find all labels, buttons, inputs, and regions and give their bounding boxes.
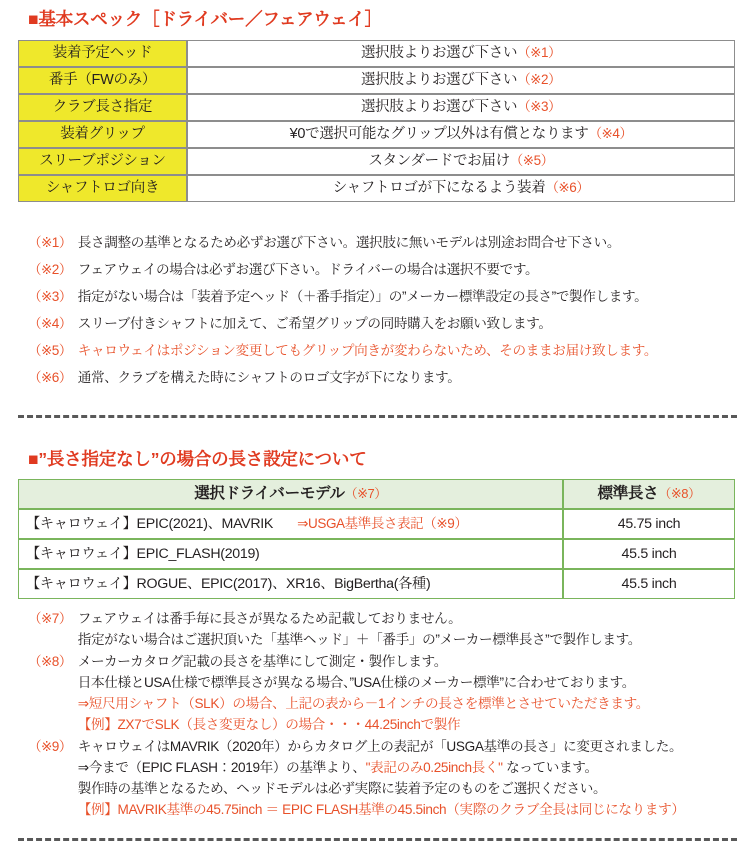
note-item bbox=[28, 736, 685, 820]
model-note: ⇒USGA基準長さ表記（※9） bbox=[297, 515, 468, 531]
note-line bbox=[78, 693, 685, 714]
note-text-run: スリーブ付きシャフトに加えて、ご希望グリップの同時購入をお願い致します。 bbox=[77, 316, 552, 331]
note-item bbox=[28, 342, 657, 360]
length-setting-title: ■”長さ指定なし”の場合の長さ設定について bbox=[28, 449, 367, 469]
spec-value bbox=[187, 121, 735, 148]
note-line bbox=[78, 369, 657, 387]
note-marker: （※7） bbox=[28, 611, 72, 626]
table-row bbox=[18, 121, 735, 148]
table-row bbox=[18, 67, 735, 94]
note-text-run: 指定がない場合はご選択頂いた「基準ヘッド」＋「番手」の”メーカー標準長さ”で製作します。 bbox=[77, 632, 641, 647]
column-header-model-text: 選択ドライバーモデル bbox=[194, 484, 345, 502]
spec-label: 装着予定ヘッド bbox=[18, 40, 187, 67]
spec-label: 装着グリップ bbox=[18, 121, 187, 148]
model-length-table-body bbox=[18, 509, 735, 599]
note-body bbox=[72, 315, 657, 333]
note-line bbox=[78, 608, 685, 629]
note-text-run: メーカーカタログ記載の長さを基準にして測定・製作します。 bbox=[77, 654, 447, 669]
model-cell bbox=[18, 539, 563, 569]
note-text-run: 製作時の基準となるため、ヘッドモデルは必ず実際に装着予定のものをご選択ください。 bbox=[77, 781, 607, 796]
length-cell: 45.75 inch bbox=[563, 509, 735, 539]
spec-value bbox=[187, 175, 735, 202]
note-item bbox=[28, 369, 657, 387]
spec-label: クラブ長さ指定 bbox=[18, 94, 187, 121]
basic-spec-notes bbox=[28, 234, 657, 396]
table-row bbox=[18, 40, 735, 67]
spec-ref: （※6） bbox=[545, 179, 590, 195]
spec-value bbox=[187, 94, 735, 121]
table-row bbox=[18, 94, 735, 121]
note-text-run: 通常、クラブを構えた時にシャフトのロゴ文字が下になります。 bbox=[77, 370, 461, 385]
table-row bbox=[18, 175, 735, 202]
section2-heading bbox=[28, 450, 367, 469]
spec-value-text: ¥0で選択可能なグリップ以外は有償となります bbox=[289, 125, 589, 142]
note-body bbox=[72, 651, 685, 735]
model-name: 【キャロウェイ】EPIC_FLASH(2019) bbox=[26, 545, 260, 562]
note-line bbox=[78, 651, 685, 672]
spec-value-text: 選択肢よりお選び下さい bbox=[360, 98, 518, 115]
model-cell bbox=[18, 569, 563, 599]
spec-ref: （※5） bbox=[509, 152, 554, 168]
spec-value-text: シャフトロゴが下になるよう装着 bbox=[332, 179, 546, 196]
note-marker: （※2） bbox=[28, 262, 72, 277]
note-item bbox=[28, 651, 685, 735]
model-name: 【キャロウェイ】EPIC(2021)、MAVRIK bbox=[26, 515, 274, 532]
note-text-run: 【例】ZX7でSLK（長さ変更なし）の場合・・・44.25inchで製作 bbox=[77, 717, 461, 732]
note-line bbox=[78, 757, 685, 778]
spec-ref: （※1） bbox=[517, 44, 562, 60]
note-item bbox=[28, 234, 657, 252]
note-item bbox=[28, 315, 657, 333]
length-cell: 45.5 inch bbox=[563, 539, 735, 569]
spec-value-text: 選択肢よりお選び下さい bbox=[360, 44, 518, 61]
column-header-length bbox=[563, 479, 735, 509]
note-text-run: キャロウェイはポジション変更してもグリップ向きが変わらないため、そのままお届け致します。 bbox=[77, 343, 658, 358]
table-row bbox=[18, 148, 735, 175]
note-line bbox=[78, 629, 685, 650]
note-marker: （※1） bbox=[28, 235, 72, 250]
note-body bbox=[72, 369, 657, 387]
note-body bbox=[72, 736, 685, 820]
note-line bbox=[78, 315, 657, 333]
note-text-run: なっています。 bbox=[502, 760, 598, 775]
model-name: 【キャロウェイ】ROGUE、EPIC(2017)、XR16、BigBertha(各種) bbox=[26, 575, 431, 592]
section-divider-2 bbox=[18, 838, 737, 841]
note-body bbox=[72, 608, 685, 650]
note-body bbox=[72, 288, 657, 306]
note-text-run: フェアウェイは番手毎に長さが異なるため記載しておりません。 bbox=[77, 611, 462, 626]
model-length-table-wrapper bbox=[18, 479, 735, 599]
spec-value bbox=[187, 40, 735, 67]
note-text-run: キャロウェイはMAVRIK（2020年）からカタログ上の表記が「USGA基準の長さ」に変更されました。 bbox=[77, 739, 683, 754]
note-body bbox=[72, 342, 657, 360]
spec-label: スリーブポジション bbox=[18, 148, 187, 175]
note-line bbox=[78, 714, 685, 735]
note-item bbox=[28, 608, 685, 650]
note-marker: （※3） bbox=[28, 289, 72, 304]
note-marker: （※6） bbox=[28, 370, 72, 385]
note-text-run: 日本仕様とUSA仕様で標準長さが異なる場合、”USA仕様のメーカー標準”に合わせております。 bbox=[77, 675, 636, 690]
section1-heading bbox=[28, 10, 382, 29]
note-item bbox=[28, 288, 657, 306]
basic-spec-table-body bbox=[18, 40, 735, 202]
note-marker: （※9） bbox=[28, 739, 72, 754]
table-row bbox=[18, 539, 735, 569]
spec-value bbox=[187, 148, 735, 175]
note-line bbox=[78, 672, 685, 693]
note-line bbox=[78, 261, 657, 279]
note-text-run: 指定がない場合は「装着予定ヘッド（＋番手指定）」の”メーカー標準設定の長さ”で製作します。 bbox=[77, 289, 648, 304]
note-body bbox=[72, 234, 657, 252]
column-header-model-ref: （※7） bbox=[344, 485, 387, 501]
column-header-model bbox=[18, 479, 563, 509]
note-line bbox=[78, 342, 657, 360]
model-length-table-head bbox=[18, 479, 735, 509]
note-line bbox=[78, 778, 685, 799]
note-line bbox=[78, 799, 685, 820]
column-header-length-text: 標準長さ bbox=[597, 484, 659, 502]
basic-spec-title: ■基本スペック［ドライバー／フェアウェイ］ bbox=[28, 9, 382, 29]
spec-ref: （※2） bbox=[517, 71, 562, 87]
spec-label: シャフトロゴ向き bbox=[18, 175, 187, 202]
table-header-row bbox=[18, 479, 735, 509]
spec-value-text: 選択肢よりお選び下さい bbox=[360, 71, 518, 88]
length-cell: 45.5 inch bbox=[563, 569, 735, 599]
table-row bbox=[18, 569, 735, 599]
model-cell bbox=[18, 509, 563, 539]
spec-ref: （※3） bbox=[517, 98, 562, 114]
note-text-run: フェアウェイの場合は必ずお選び下さい。ドライバーの場合は選択不要です。 bbox=[77, 262, 539, 277]
model-length-table bbox=[18, 479, 735, 599]
note-text-run: 【例】MAVRIK基準の45.75inch ＝ EPIC FLASH基準の45.5inch（実際のクラブ全長は同じになります） bbox=[77, 802, 685, 817]
note-marker: （※8） bbox=[28, 654, 72, 669]
note-marker: （※5） bbox=[28, 343, 72, 358]
note-item bbox=[28, 261, 657, 279]
note-marker: （※4） bbox=[28, 316, 72, 331]
spec-ref: （※4） bbox=[588, 125, 633, 141]
spec-label: 番手（FWのみ） bbox=[18, 67, 187, 94]
spec-value-text: スタンダードでお届け bbox=[368, 152, 510, 169]
table-row bbox=[18, 509, 735, 539]
note-line bbox=[78, 288, 657, 306]
spec-value bbox=[187, 67, 735, 94]
note-text-run: 長さ調整の基準となるため必ずお選び下さい。選択肢に無いモデルは別途お問合せ下さい。 bbox=[77, 235, 621, 250]
note-line bbox=[78, 736, 685, 757]
note-text-run: ⇒短尺用シャフト（SLK）の場合、上記の表から－1インチの長さを標準とさせていただきます。 bbox=[77, 696, 650, 711]
note-body bbox=[72, 261, 657, 279]
basic-spec-table bbox=[18, 40, 735, 202]
note-text-run: "表記のみ0.25inch長く" bbox=[365, 760, 503, 775]
length-setting-notes bbox=[28, 608, 685, 821]
section-divider-1 bbox=[18, 415, 737, 418]
note-line bbox=[78, 234, 657, 252]
note-text-run: ⇒今まで（EPIC FLASH：2019年）の基準より、 bbox=[77, 760, 366, 775]
basic-spec-table-wrapper bbox=[18, 40, 735, 202]
column-header-length-ref: （※8） bbox=[658, 485, 701, 501]
